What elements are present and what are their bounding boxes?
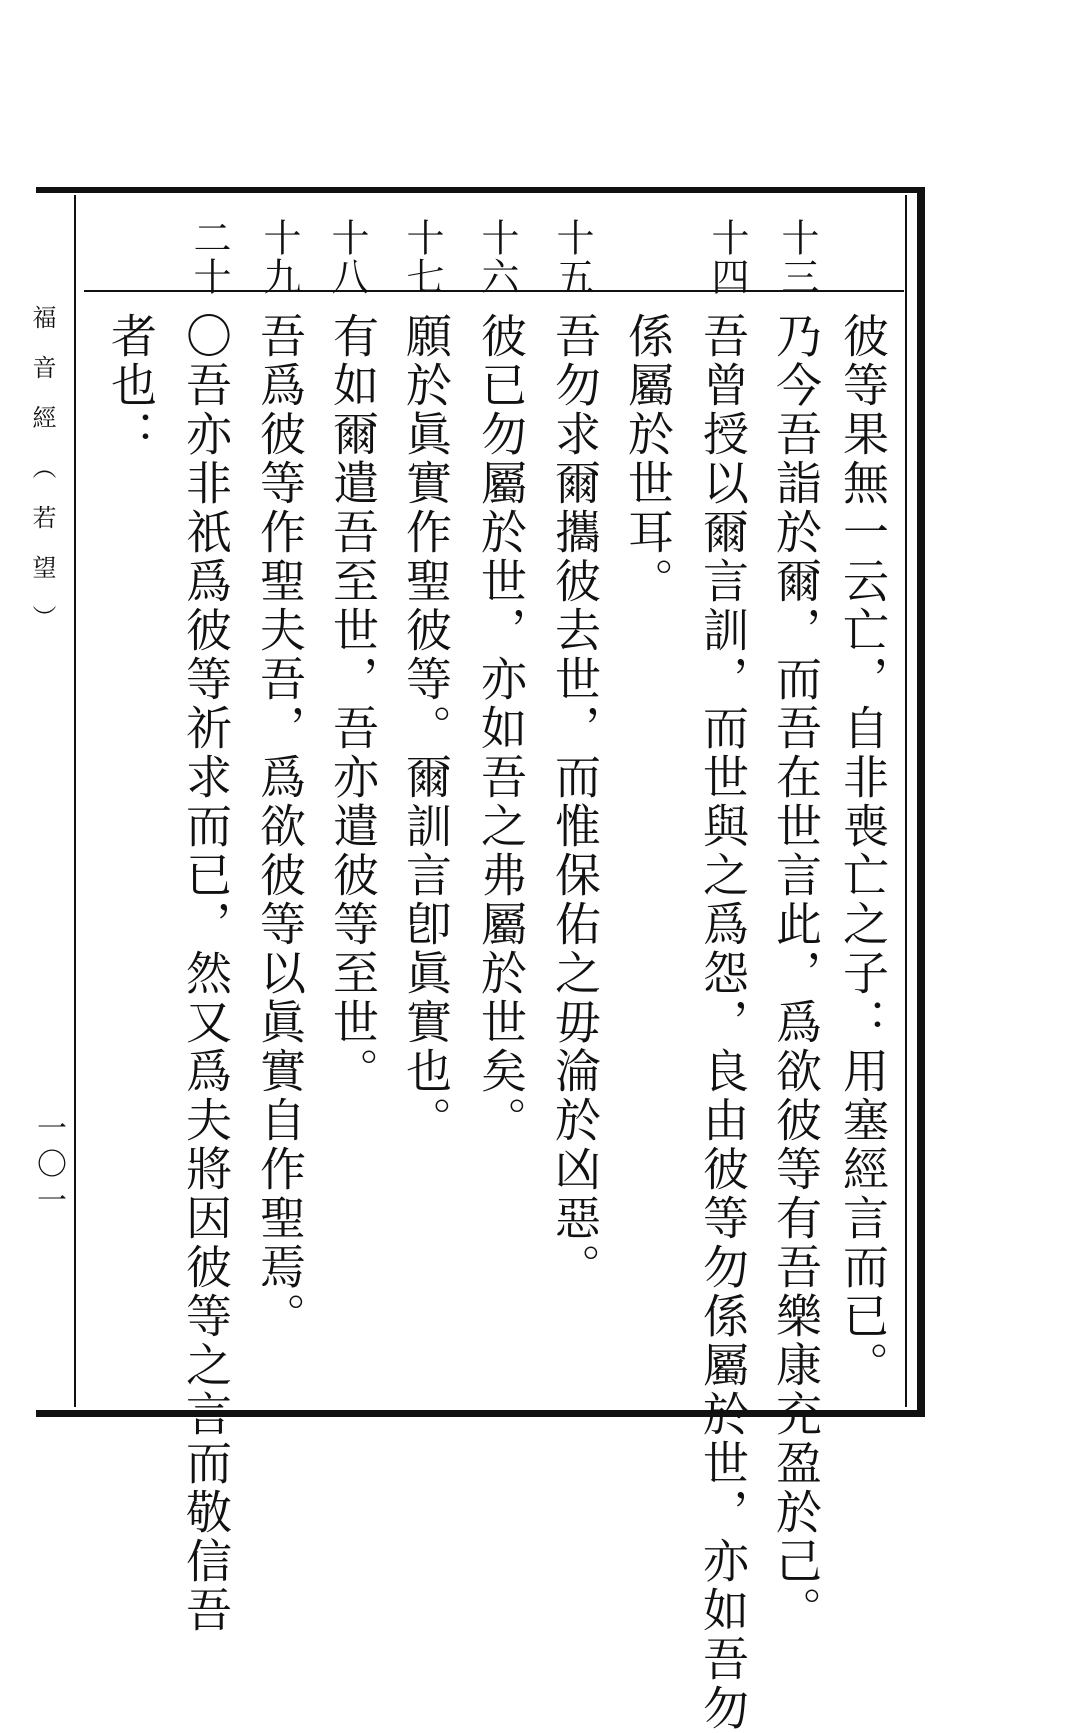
verse-text: 吾曾授以爾言訓，而世與之爲怨，良由彼等勿係屬於世，亦如吾勿 xyxy=(696,312,750,1733)
verse-text: 彼等果無一云亡，自非喪亡之子：用塞經言而已。 xyxy=(836,312,890,1390)
page-number: 一〇一 xyxy=(31,1112,66,1220)
verse-number: 十八 xyxy=(325,218,369,296)
verse-text: 乃今吾詣於爾，而吾在世言此，爲欲彼等有吾樂康充盈於己。 xyxy=(769,312,823,1635)
verse-text-continuation: 係屬於世耳。 xyxy=(621,312,675,606)
verse-text: 願於眞實作聖彼等。爾訓言卽眞實也。 xyxy=(399,312,453,1145)
right-inner-rule xyxy=(905,195,907,1407)
verse-text-continuation: 者也： xyxy=(104,312,158,459)
top-border-rule xyxy=(36,187,924,193)
verse-number: 十六 xyxy=(475,218,519,296)
verse-number: 十九 xyxy=(257,218,301,296)
running-title: 福音經（若望） xyxy=(28,305,56,655)
verse-text: 吾勿求爾攜彼去世，而惟保佑之毋淪於凶惡。 xyxy=(548,312,602,1292)
verse-number: 十四 xyxy=(705,218,749,296)
verse-text: 〇吾亦非祇爲彼等祈求而已，然又爲夫將因彼等之言而敬信吾 xyxy=(179,312,233,1635)
verse-text: 有如爾遣吾至世，吾亦遣彼等至世。 xyxy=(326,312,380,1096)
verse-text: 彼已勿屬於世，亦如吾之弗屬於世矣。 xyxy=(474,312,528,1145)
verse-number: 二十 xyxy=(187,218,231,296)
verse-number: 十五 xyxy=(550,218,594,296)
left-margin-rule xyxy=(74,195,76,1407)
right-border-rule xyxy=(917,187,925,1417)
verse-number: 十三 xyxy=(775,218,819,296)
verse-number: 十七 xyxy=(400,218,444,296)
verse-text: 吾爲彼等作聖夫吾，爲欲彼等以眞實自作聖焉。 xyxy=(253,312,307,1341)
